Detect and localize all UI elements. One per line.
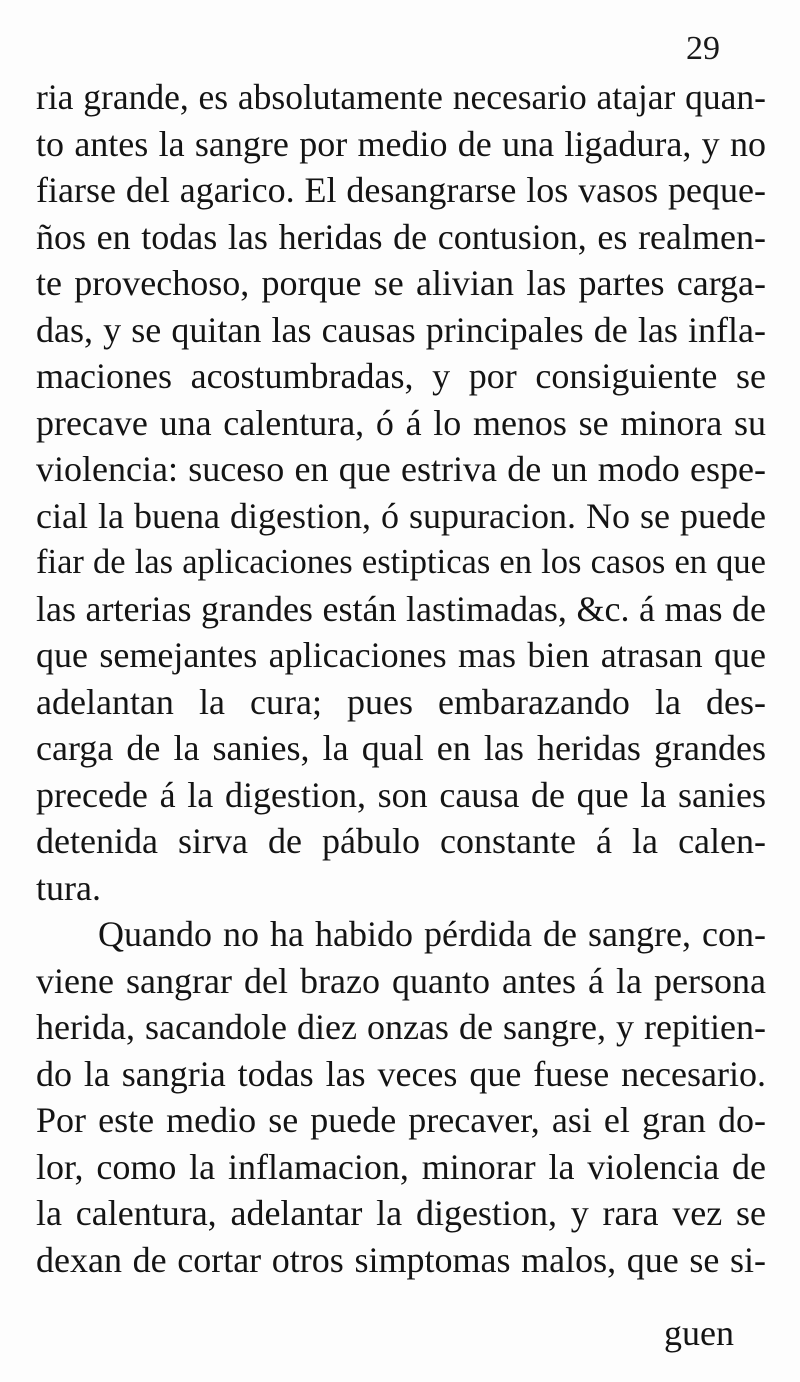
text-line: que semejantes aplicaciones mas bien atrasan que bbox=[36, 635, 766, 675]
paragraph-first-line: Quando no ha habido pérdida de sangre, con- bbox=[98, 914, 766, 954]
text-line: cial la buena digestion, ó supuracion. No se puede bbox=[36, 495, 766, 536]
text-line: das, y se quitan las causas principales de las infla- bbox=[36, 309, 766, 350]
text-line: maciones acostumbradas, y por consiguiente se bbox=[36, 356, 766, 396]
text-line: do la sangria todas las veces que fuese necesario. bbox=[36, 1053, 766, 1094]
text-line: herida, sacandole diez onzas de sangre, y repitien- bbox=[36, 1007, 766, 1047]
text-line: fiarse del agarico. El desangrarse los vasos peque- bbox=[36, 170, 766, 210]
text-line: viene sangrar del brazo quanto antes á la persona bbox=[36, 960, 766, 1001]
page-number: 29 bbox=[686, 30, 720, 67]
text-line: violencia: suceso en que estriva de un modo espe- bbox=[36, 449, 766, 489]
text-line: las arterias grandes están lastimadas, &c. á mas de bbox=[36, 588, 766, 629]
text-line: te provechoso, porque se alivian las partes carga- bbox=[36, 263, 766, 303]
text-line: la calentura, adelantar la digestion, y rara vez se bbox=[36, 1193, 766, 1233]
text-line: precave una calentura, ó á lo menos se minora su bbox=[36, 402, 766, 443]
text-line: lor, como la inflamacion, minorar la violencia de bbox=[36, 1146, 766, 1187]
text-line: dexan de cortar otros simptomas malos, que se si- bbox=[36, 1239, 766, 1280]
text-line: to antes la sangre por medio de una ligadura, y no bbox=[36, 123, 766, 164]
body-text bbox=[36, 74, 766, 1283]
text-line: Por este medio se puede precaver, asi el gran do- bbox=[36, 1100, 766, 1140]
text-line: ria grande, es absolutamente necesario atajar quan- bbox=[36, 77, 766, 117]
text-line: fiar de las aplicaciones estipticas en los casos en que bbox=[36, 543, 766, 581]
text-line: ños en todas las heridas de contusion, es realmen- bbox=[36, 216, 766, 257]
text-line: adelantan la cura; pues embarazando la des- bbox=[36, 681, 766, 722]
text-line: carga de la sanies, la qual en las heridas grandes bbox=[36, 728, 766, 768]
text-line: tura. bbox=[36, 867, 101, 908]
text-line: precede á la digestion, son causa de que la sanies bbox=[36, 774, 766, 815]
catchword: guen bbox=[664, 1313, 734, 1353]
text-line: detenida sirva de pábulo constante á la calen- bbox=[36, 821, 766, 861]
